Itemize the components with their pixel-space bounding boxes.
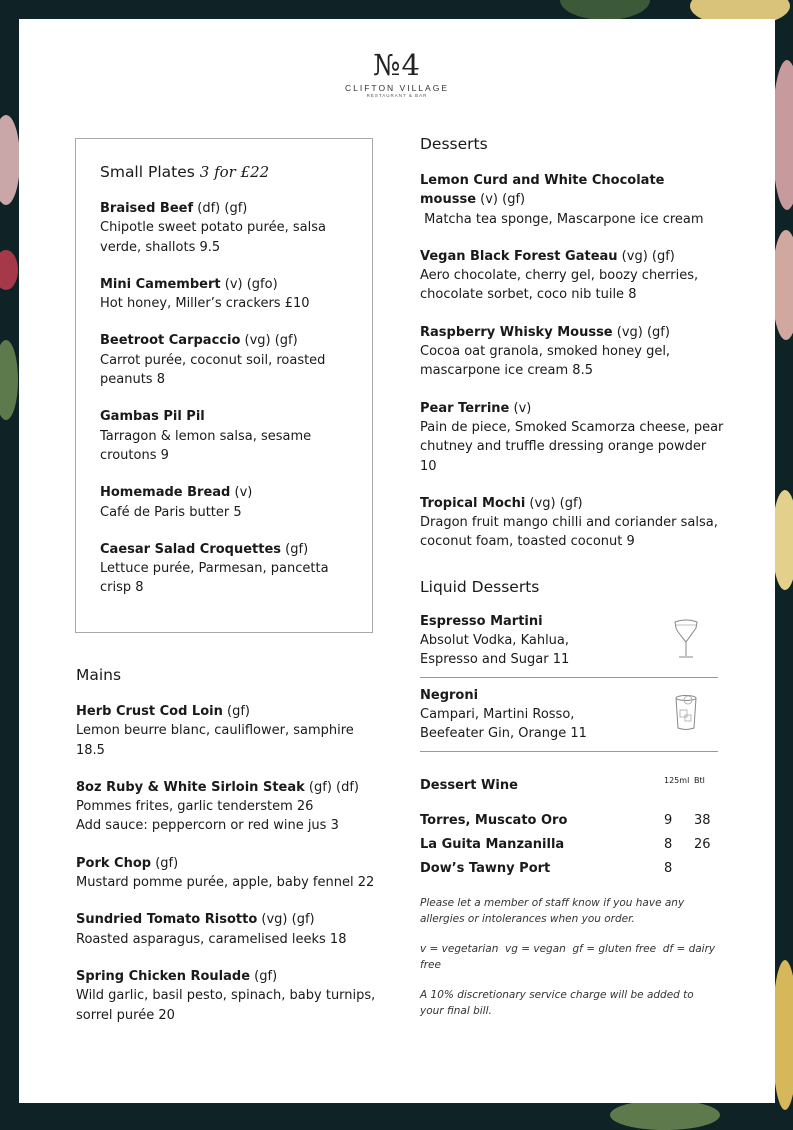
- menu-item: [100, 275, 348, 314]
- item-description: Hot honey, Miller’s crackers £10: [100, 296, 310, 312]
- logo: [19, 49, 775, 98]
- wine-glass-price: 8: [664, 837, 673, 853]
- logo-location: CLIFTON VILLAGE: [344, 83, 449, 93]
- mains-section: [76, 666, 376, 1025]
- wine-name: La Guita Manzanilla: [420, 837, 565, 853]
- item-description: Lemon beurre blanc, cauliflower, samphire 18.5: [76, 723, 354, 758]
- item-name: Raspberry Whisky Mousse: [420, 324, 613, 340]
- logo-tagline: RESTAURANT & BAR: [366, 93, 428, 98]
- martini-glass-icon: [672, 616, 700, 660]
- item-description: Wild garlic, basil pesto, spinach, baby turnips, sorrel purée 20: [76, 988, 376, 1023]
- flower-decoration-right-3: [772, 490, 793, 590]
- wine-col-bottle: Btl: [694, 775, 705, 785]
- wine-row: [420, 809, 718, 833]
- menu-notes: [420, 895, 720, 1019]
- liquid-dessert-item: [420, 678, 718, 752]
- flower-decoration-bottom: [610, 1100, 720, 1130]
- item-name: 8oz Ruby & White Sirloin Steak: [76, 779, 305, 795]
- menu-sheet: [19, 19, 775, 1103]
- flower-decoration-right-1: [772, 60, 793, 210]
- item-name: Pork Chop: [76, 855, 152, 871]
- item-description: Matcha tea sponge, Mascarpone ice cream: [420, 211, 704, 227]
- menu-item: [420, 494, 725, 552]
- small-plates-box: [75, 138, 373, 633]
- mains-title: Mains: [76, 666, 122, 684]
- item-description: Pommes frites, garlic tenderstem 26: [76, 799, 314, 815]
- wine-col-125ml: 125ml: [664, 775, 690, 785]
- flower-decoration-top: [560, 0, 650, 20]
- item-name: Negroni: [420, 687, 479, 703]
- wine-row: [420, 833, 718, 857]
- item-tags: (vg) (gf): [612, 324, 670, 340]
- small-plates-title: [100, 163, 348, 181]
- item-name: Beetroot Carpaccio: [100, 333, 241, 349]
- item-description: Lettuce purée, Parmesan, pancetta crisp 8: [100, 561, 329, 596]
- wine-bottle-price: 38: [694, 813, 711, 829]
- menu-item: [420, 171, 725, 229]
- item-tags: (vg) (gf): [525, 495, 583, 511]
- menu-item: [420, 247, 725, 305]
- item-tags: (gf): [250, 968, 278, 984]
- item-tags: (v) (gf): [476, 192, 526, 208]
- item-tags: (gf) (df): [304, 779, 359, 795]
- item-description: Chipotle sweet potato purée, salsa verde, shallots 9.5: [100, 220, 326, 255]
- wine-name: Torres, Muscato Oro: [420, 813, 568, 829]
- liquid-desserts-list: [420, 604, 718, 752]
- wine-name: Dow’s Tawny Port: [420, 861, 551, 877]
- liquid-dessert-item: [420, 604, 718, 678]
- menu-item: [76, 967, 376, 1025]
- item-name: Tropical Mochi: [420, 495, 526, 511]
- item-name: Herb Crust Cod Loin: [76, 704, 223, 719]
- logo-mark: №4: [373, 48, 421, 82]
- item-name: Homemade Bread: [100, 485, 231, 501]
- menu-item: [76, 854, 376, 893]
- menu-item: [100, 331, 348, 389]
- item-description: Mustard pomme purée, apple, baby fennel 22: [76, 875, 375, 891]
- item-tags: (vg) (gf): [257, 912, 315, 928]
- item-name: Gambas Pil Pil: [100, 409, 205, 425]
- liquid-desserts-title: Liquid Desserts: [420, 577, 540, 596]
- item-name: Lemon Curd and White Chocolate mousse: [420, 173, 665, 208]
- menu-item: [100, 407, 348, 465]
- item-description: Dragon fruit mango chilli and coriander salsa, coconut foam, toasted coconut 9: [420, 515, 718, 550]
- item-description: Campari, Martini Rosso,: [420, 706, 575, 722]
- allergy-note: Please let a member of staff know if you have any allergies or intolerances when you order.: [420, 896, 685, 925]
- item-description: Absolut Vodka, Kahlua,: [420, 633, 570, 649]
- item-name: Pear Terrine: [420, 400, 510, 416]
- item-tags: (vg) (gf): [617, 248, 675, 264]
- item-description: Pain de piece, Smoked Scamorza cheese, pear chutney and truffle dressing orange powder 10: [420, 419, 724, 474]
- dietary-key-note: v = vegetarian vg = vegan gf = gluten free df = dairy free: [420, 942, 719, 971]
- flower-decoration-right-2: [772, 230, 793, 340]
- item-name: Caesar Salad Croquettes: [100, 541, 282, 557]
- item-name: Espresso Martini: [420, 613, 543, 629]
- item-description: Beefeater Gin, Orange 11: [420, 726, 587, 742]
- item-tags: (gf): [222, 704, 250, 719]
- tumbler-glass-icon: [672, 690, 700, 734]
- service-charge-note: A 10% discretionary service charge will be added to your final bill.: [420, 988, 694, 1017]
- small-plates-offer: 3 for £22: [199, 163, 270, 181]
- flower-decoration-left-2: [0, 250, 18, 290]
- item-name: Mini Camembert: [100, 276, 221, 292]
- item-name: Sundried Tomato Risotto: [76, 912, 258, 928]
- item-description: Roasted asparagus, caramelised leeks 18: [76, 931, 347, 947]
- item-description: Café de Paris butter 5: [100, 504, 242, 520]
- item-extra: Add sauce: peppercorn or red wine jus 3: [76, 818, 339, 834]
- menu-item: [100, 483, 348, 522]
- dessert-wine-section: [420, 775, 718, 881]
- item-name: Braised Beef: [100, 201, 194, 216]
- dessert-wine-title: Dessert Wine: [420, 777, 518, 793]
- menu-item: [76, 778, 376, 836]
- flower-decoration-left-3: [0, 340, 18, 420]
- item-description: Tarragon & lemon salsa, sesame croutons 9: [100, 428, 312, 463]
- item-description: Espresso and Sugar 11: [420, 652, 570, 668]
- wine-row: [420, 857, 718, 881]
- menu-item: [100, 540, 348, 598]
- item-tags: (df) (gf): [193, 201, 248, 216]
- desserts-title: Desserts: [420, 135, 488, 153]
- small-plates-heading: Small Plates: [100, 163, 195, 181]
- item-tags: (v): [230, 485, 253, 501]
- menu-item: [76, 702, 376, 760]
- item-tags: (vg) (gf): [240, 333, 298, 349]
- item-tags: (gf): [151, 855, 179, 871]
- menu-item: [100, 199, 348, 257]
- menu-item: [420, 399, 725, 476]
- item-tags: (v): [509, 400, 532, 416]
- item-description: Carrot purée, coconut soil, roasted peanuts 8: [100, 352, 326, 388]
- wine-glass-price: 8: [664, 861, 673, 877]
- dessert-wine-header: [420, 775, 718, 793]
- menu-item: [420, 323, 725, 381]
- desserts-section: [420, 135, 725, 1019]
- dessert-wine-list: [420, 809, 718, 881]
- item-name: Spring Chicken Roulade: [76, 968, 251, 984]
- item-name: Vegan Black Forest Gateau: [420, 248, 618, 264]
- item-description: Cocoa oat granola, smoked honey gel, mascarpone ice cream 8.5: [420, 344, 671, 379]
- flower-decoration-right-4: [772, 960, 793, 1110]
- flower-decoration-left-1: [0, 115, 20, 205]
- menu-item: [76, 910, 376, 949]
- wine-glass-price: 9: [664, 813, 673, 829]
- item-tags: (gf): [281, 541, 309, 557]
- item-description: Aero chocolate, cherry gel, boozy cherries, chocolate sorbet, coco nib tuile 8: [420, 268, 699, 303]
- item-tags: (v) (gfo): [220, 276, 278, 292]
- wine-bottle-price: 26: [694, 837, 711, 853]
